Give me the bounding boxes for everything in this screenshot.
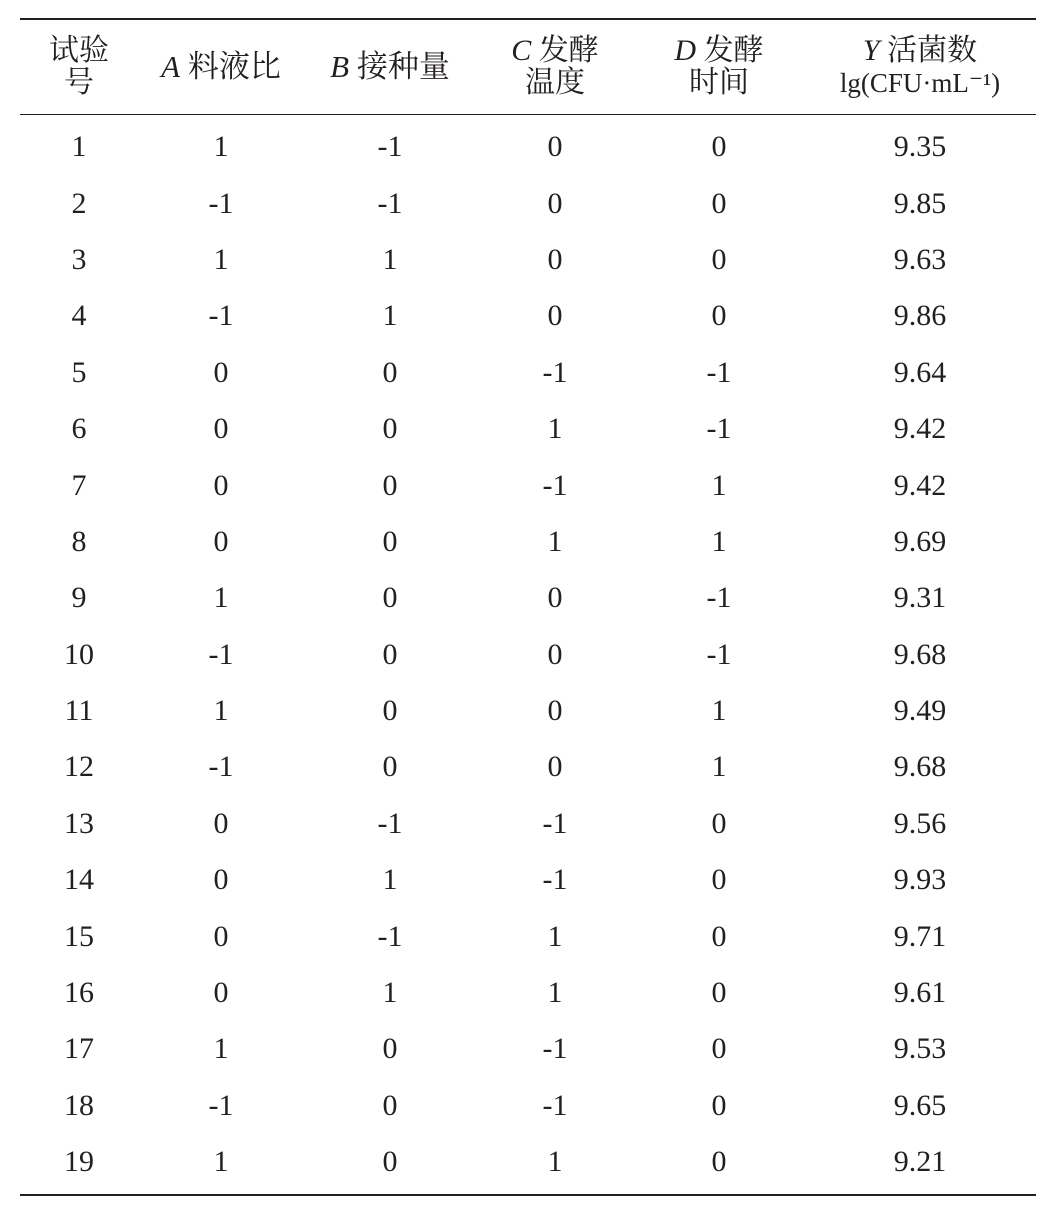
cell-a-value: 0 xyxy=(213,976,229,1010)
cell-d-value: 1 xyxy=(711,694,727,728)
cell-d-value: 1 xyxy=(711,524,727,558)
cell-a-value: -1 xyxy=(208,186,234,220)
header-c-var: C xyxy=(511,34,532,67)
header-c-name2: 温度 xyxy=(525,66,585,99)
table-header xyxy=(20,19,1036,115)
cell-y-value: 9.61 xyxy=(893,976,947,1010)
cell-d-value: -1 xyxy=(706,412,732,446)
cell-y-value: 9.64 xyxy=(893,355,947,389)
table-row xyxy=(20,683,1036,739)
cell-y-value: 9.85 xyxy=(893,186,947,220)
cell-b-value: 0 xyxy=(382,581,398,615)
table-row xyxy=(20,852,1036,908)
cell-trial-no: 3 xyxy=(71,242,87,276)
table-row xyxy=(20,514,1036,570)
cell-trial-no: 15 xyxy=(64,919,94,953)
cell-d-value: 0 xyxy=(711,186,727,220)
cell-c-value: -1 xyxy=(542,468,568,502)
cell-b-value: 1 xyxy=(382,242,398,276)
cell-y-value: 9.71 xyxy=(893,919,947,953)
cell-b-value: 0 xyxy=(382,524,398,558)
table-row xyxy=(20,796,1036,852)
header-trial-no-line1: 试验 xyxy=(49,34,109,67)
cell-d-value: -1 xyxy=(706,355,732,389)
cell-b-value: 1 xyxy=(382,976,398,1010)
header-trial-no xyxy=(20,19,138,115)
header-a-var: A xyxy=(161,49,181,84)
experiment-design-table xyxy=(20,18,1036,1196)
cell-d-value: 0 xyxy=(711,299,727,333)
cell-trial-no: 9 xyxy=(71,581,87,615)
table-row xyxy=(20,115,1036,176)
cell-c-value: -1 xyxy=(542,355,568,389)
cell-y-value: 9.49 xyxy=(893,694,947,728)
cell-a-value: 1 xyxy=(213,581,229,615)
cell-b-value: 1 xyxy=(382,863,398,897)
header-c-line1 xyxy=(476,35,634,67)
cell-a-value: -1 xyxy=(208,299,234,333)
cell-y-value: 9.31 xyxy=(893,581,947,615)
cell-y-value: 9.53 xyxy=(893,1032,947,1066)
header-b-var: B xyxy=(330,49,350,84)
cell-d-value: -1 xyxy=(706,637,732,671)
cell-a-value: -1 xyxy=(208,1088,234,1122)
header-c-temperature xyxy=(476,19,634,115)
cell-b-value: 0 xyxy=(382,1145,398,1179)
cell-trial-no: 1 xyxy=(71,130,87,164)
cell-b-value: 0 xyxy=(382,412,398,446)
cell-y-value: 9.35 xyxy=(893,130,947,164)
cell-d-value: 0 xyxy=(711,242,727,276)
header-d-line1 xyxy=(634,35,804,67)
cell-b-value: 0 xyxy=(382,637,398,671)
cell-b-value: 0 xyxy=(382,750,398,784)
cell-trial-no: 6 xyxy=(71,412,87,446)
table-row xyxy=(20,1078,1036,1134)
header-trial-no-line2: 号 xyxy=(64,66,94,99)
table-row xyxy=(20,175,1036,231)
cell-a-value: 0 xyxy=(213,355,229,389)
cell-b-value: -1 xyxy=(377,919,403,953)
table-row xyxy=(20,908,1036,964)
cell-c-value: 1 xyxy=(547,919,563,953)
cell-trial-no: 19 xyxy=(64,1145,94,1179)
cell-trial-no: 11 xyxy=(64,694,94,728)
header-a-name: 料液比 xyxy=(187,49,281,84)
header-d-name2: 时间 xyxy=(689,66,749,99)
cell-y-value: 9.42 xyxy=(893,468,947,502)
cell-a-value: 0 xyxy=(213,806,229,840)
cell-d-value: 0 xyxy=(711,806,727,840)
cell-trial-no: 5 xyxy=(71,355,87,389)
cell-d-value: 0 xyxy=(711,1032,727,1066)
cell-a-value: 0 xyxy=(213,468,229,502)
header-y-unit: lg(CFU·mL⁻¹) xyxy=(839,68,1001,98)
header-row xyxy=(20,19,1036,115)
cell-y-value: 9.21 xyxy=(893,1145,947,1179)
cell-c-value: -1 xyxy=(542,1032,568,1066)
cell-trial-no: 12 xyxy=(64,750,94,784)
cell-y-value: 9.56 xyxy=(893,806,947,840)
cell-a-value: 0 xyxy=(213,919,229,953)
cell-b-value: -1 xyxy=(377,186,403,220)
cell-d-value: 0 xyxy=(711,919,727,953)
cell-y-value: 9.65 xyxy=(893,1088,947,1122)
cell-y-value: 9.42 xyxy=(893,412,947,446)
table-row xyxy=(20,232,1036,288)
cell-d-value: -1 xyxy=(706,581,732,615)
cell-b-value: 0 xyxy=(382,355,398,389)
cell-trial-no: 4 xyxy=(71,299,87,333)
cell-d-value: 0 xyxy=(711,1145,727,1179)
header-b-name: 接种量 xyxy=(356,49,450,84)
cell-c-value: 0 xyxy=(547,750,563,784)
cell-b-value: 1 xyxy=(382,299,398,333)
table-row xyxy=(20,288,1036,344)
cell-b-value: 0 xyxy=(382,1088,398,1122)
cell-d-value: 0 xyxy=(711,863,727,897)
cell-c-value: 1 xyxy=(547,412,563,446)
cell-y-value: 9.63 xyxy=(893,242,947,276)
cell-c-value: 1 xyxy=(547,524,563,558)
cell-a-value: 0 xyxy=(213,524,229,558)
header-d-time xyxy=(634,19,804,115)
cell-trial-no: 8 xyxy=(71,524,87,558)
table-row xyxy=(20,1134,1036,1195)
cell-c-value: 0 xyxy=(547,242,563,276)
header-c-name: 发酵 xyxy=(538,34,599,67)
cell-b-value: 0 xyxy=(382,468,398,502)
header-y-var: Y xyxy=(862,34,880,67)
table-row xyxy=(20,570,1036,626)
cell-y-value: 9.86 xyxy=(893,299,947,333)
cell-c-value: -1 xyxy=(542,806,568,840)
table-row xyxy=(20,627,1036,683)
cell-d-value: 0 xyxy=(711,130,727,164)
table-row xyxy=(20,965,1036,1021)
cell-trial-no: 14 xyxy=(64,863,94,897)
cell-c-value: -1 xyxy=(542,1088,568,1122)
cell-trial-no: 18 xyxy=(64,1088,94,1122)
cell-a-value: 1 xyxy=(213,1032,229,1066)
cell-a-value: 1 xyxy=(213,694,229,728)
header-y-viable-count xyxy=(804,19,1036,115)
header-d-name: 发酵 xyxy=(703,34,764,67)
cell-d-value: 1 xyxy=(711,750,727,784)
cell-b-value: -1 xyxy=(377,130,403,164)
cell-c-value: 1 xyxy=(547,1145,563,1179)
table-row xyxy=(20,1021,1036,1077)
cell-a-value: 0 xyxy=(213,412,229,446)
cell-c-value: 0 xyxy=(547,130,563,164)
cell-c-value: 0 xyxy=(547,581,563,615)
cell-y-value: 9.68 xyxy=(893,637,947,671)
table-row xyxy=(20,401,1036,457)
cell-trial-no: 13 xyxy=(64,806,94,840)
header-b-inoculum xyxy=(304,19,476,115)
cell-c-value: 1 xyxy=(547,976,563,1010)
cell-b-value: 0 xyxy=(382,694,398,728)
cell-y-value: 9.69 xyxy=(893,524,947,558)
cell-a-value: 1 xyxy=(213,130,229,164)
cell-b-value: 0 xyxy=(382,1032,398,1066)
cell-c-value: 0 xyxy=(547,637,563,671)
cell-c-value: -1 xyxy=(542,863,568,897)
table-row xyxy=(20,739,1036,795)
cell-a-value: 1 xyxy=(213,242,229,276)
cell-trial-no: 2 xyxy=(71,186,87,220)
cell-d-value: 0 xyxy=(711,1088,727,1122)
table-row xyxy=(20,345,1036,401)
cell-trial-no: 16 xyxy=(64,976,94,1010)
header-a-ratio xyxy=(138,19,304,115)
cell-trial-no: 10 xyxy=(64,637,94,671)
cell-a-value: -1 xyxy=(208,750,234,784)
cell-trial-no: 17 xyxy=(64,1032,94,1066)
cell-a-value: -1 xyxy=(208,637,234,671)
table-row xyxy=(20,457,1036,513)
header-y-line1 xyxy=(804,35,1036,67)
header-y-name: 活菌数 xyxy=(887,34,978,67)
cell-b-value: -1 xyxy=(377,806,403,840)
table-caption-fragment xyxy=(0,0,1050,6)
cell-a-value: 1 xyxy=(213,1145,229,1179)
table-body xyxy=(20,115,1036,1196)
cell-c-value: 0 xyxy=(547,694,563,728)
cell-c-value: 0 xyxy=(547,299,563,333)
cell-d-value: 0 xyxy=(711,976,727,1010)
cell-a-value: 0 xyxy=(213,863,229,897)
cell-d-value: 1 xyxy=(711,468,727,502)
header-d-var: D xyxy=(674,34,697,67)
cell-c-value: 0 xyxy=(547,186,563,220)
cell-y-value: 9.68 xyxy=(893,750,947,784)
cell-trial-no: 7 xyxy=(71,468,87,502)
cell-y-value: 9.93 xyxy=(893,863,947,897)
